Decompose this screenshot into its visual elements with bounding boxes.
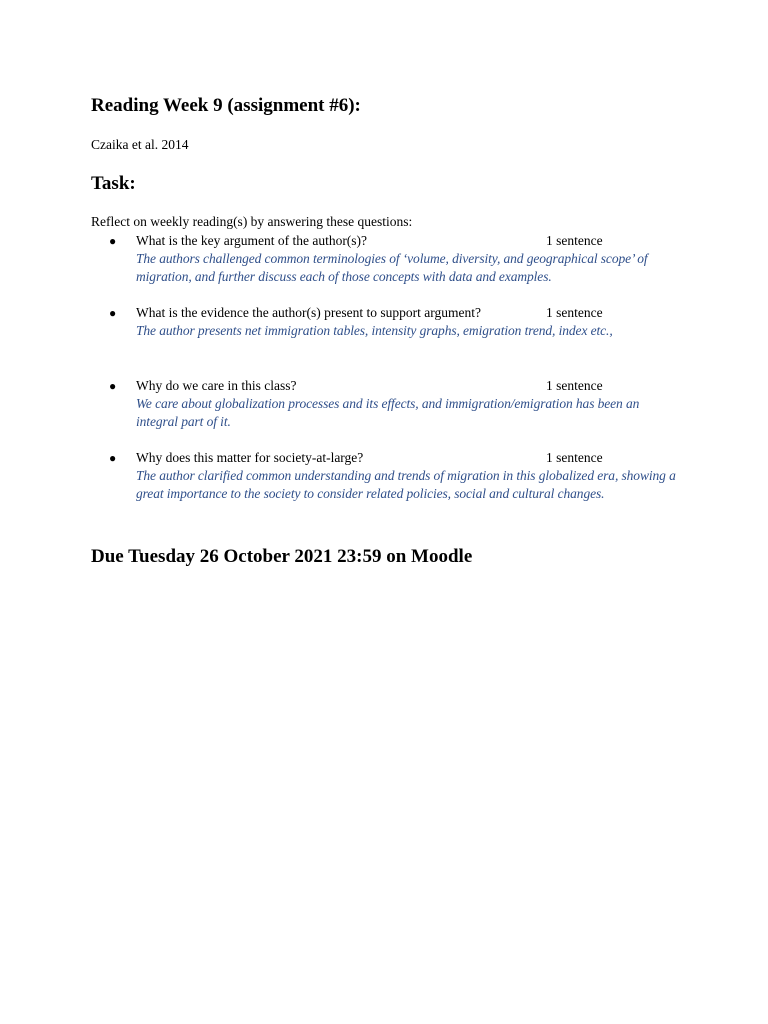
answer-length: 1 sentence: [546, 450, 603, 465]
question-text: Why does this matter for society-at-large?: [136, 450, 364, 465]
question-row: [91, 232, 691, 250]
answer-text: The author clarified common understanding and trends of migration in this globalized era, showing a great importance to the society to consider related policies, social and cultural changes.: [136, 468, 676, 501]
answer-length: 1 sentence: [546, 378, 603, 393]
answer-length: 1 sentence: [546, 233, 603, 248]
answer-text: We care about globalization processes and its effects, and immigration/emigration has been an integral part of it.: [136, 396, 640, 429]
question-row: [91, 377, 691, 395]
bullet-icon: ●: [109, 379, 117, 393]
bullet-icon: ●: [109, 451, 117, 465]
question-text: What is the key argument of the author(s)?: [136, 233, 368, 248]
question-item: [91, 232, 691, 286]
question-item: [91, 377, 691, 431]
bullet-icon: ●: [109, 306, 117, 320]
answer-text: The author presents net immigration tables, intensity graphs, emigration trend, index etc.,: [136, 323, 613, 338]
reading-citation: Czaika et al. 2014: [91, 137, 189, 152]
bullet-icon: ●: [109, 234, 117, 248]
answer-text: The authors challenged common terminologies of ‘volume, diversity, and geographical scope’ of migration, and further discuss each of those concepts with data and examples.: [136, 251, 648, 284]
question-item: [91, 449, 691, 503]
answer-length: 1 sentence: [546, 305, 603, 320]
task-instructions: Reflect on weekly reading(s) by answering these questions:: [91, 214, 413, 229]
question-text: Why do we care in this class?: [136, 378, 297, 393]
due-date: Due Tuesday 26 October 2021 23:59 on Moodle: [91, 546, 473, 567]
question-row: [91, 449, 691, 467]
task-heading: Task:: [91, 173, 136, 194]
question-row: [91, 304, 691, 322]
question-item: [91, 304, 691, 340]
question-text: What is the evidence the author(s) present to support argument?: [136, 305, 482, 320]
document-title: Reading Week 9 (assignment #6):: [91, 95, 361, 116]
